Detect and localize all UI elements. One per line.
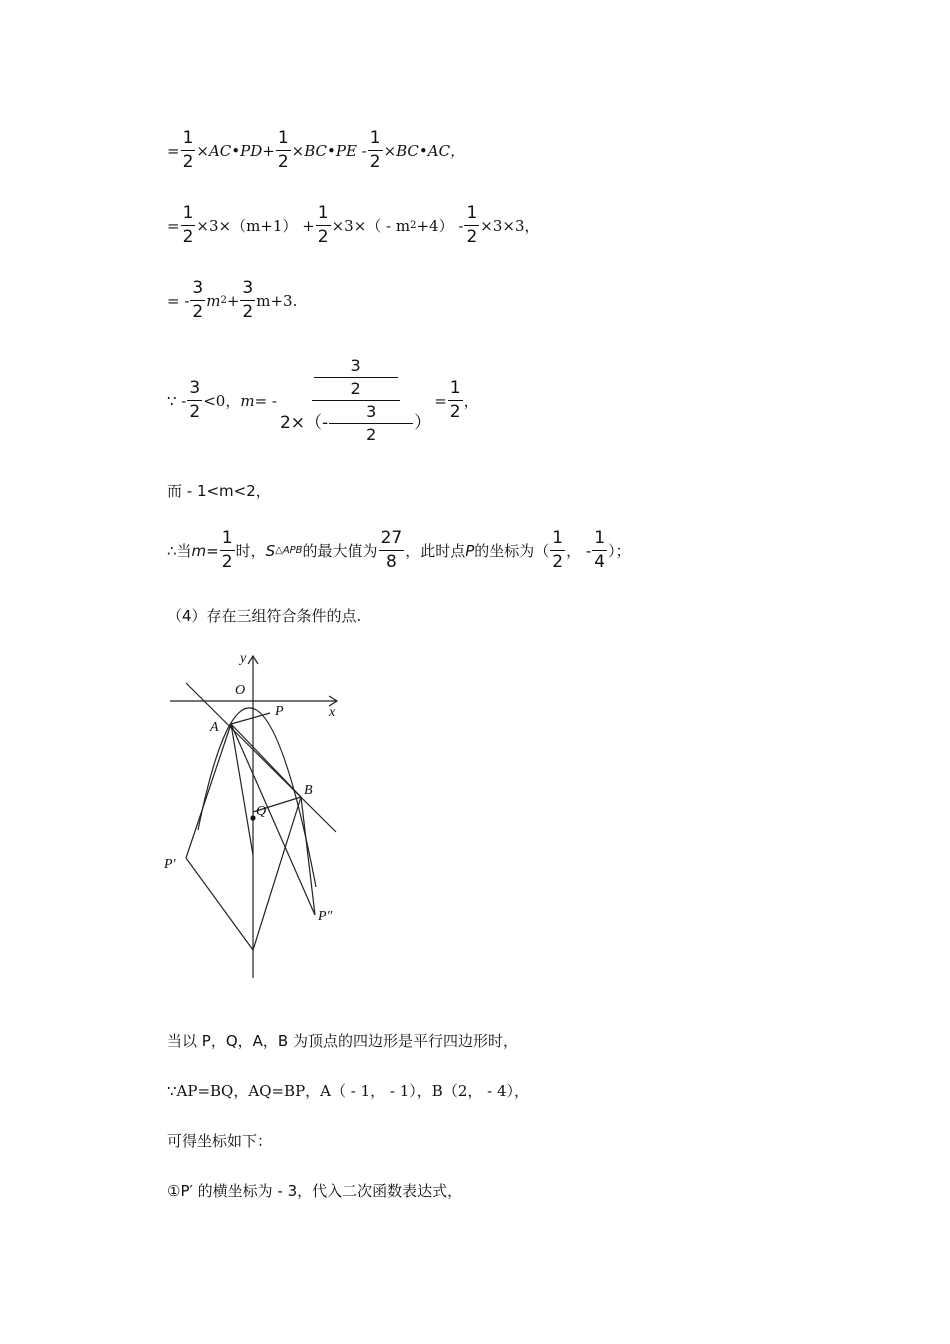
label-a: A	[210, 720, 219, 735]
because-symbol: ∵ -	[167, 391, 187, 410]
part4-text: （4）存在三组符合条件的点.	[167, 607, 362, 625]
exponent: 2	[410, 220, 417, 231]
area-symbol: S	[265, 541, 276, 560]
fraction-three-halves: $\frac{3}{2}$	[242, 278, 254, 322]
label-b: B	[304, 783, 313, 798]
plus-sign: +	[226, 291, 240, 310]
separator: ， -	[566, 542, 592, 560]
fraction-half: $\frac{1}{2}$	[221, 528, 233, 572]
fraction-half: $\frac{1}{2}$	[277, 128, 289, 172]
range-text: 而 - 1<m<2，	[167, 482, 271, 500]
term-3x3: ×3×3，	[480, 217, 540, 235]
comma: ，	[463, 392, 479, 410]
fraction-half: $\frac{1}{2}$	[552, 528, 564, 572]
coords-intro-line	[167, 1130, 272, 1151]
var-m: m	[206, 291, 221, 310]
term-plus-4: +4） -	[416, 217, 464, 235]
less-than-zero: <0，	[203, 392, 241, 410]
var-m: m	[191, 541, 207, 560]
term-bc-ac: ×BC•AC，	[383, 142, 466, 160]
label-y: y	[240, 651, 247, 666]
case1-line	[167, 1180, 462, 1201]
current-point-text: ，此时点	[405, 542, 466, 560]
fraction-27-8: $\frac{27}{8}$	[380, 528, 403, 572]
equal-sides-line	[167, 1080, 529, 1101]
fraction-half: $\frac{1}{2}$	[466, 203, 478, 247]
denominator-right: ）	[414, 413, 432, 433]
equals-sign: =	[206, 541, 219, 560]
closing: ）；	[608, 542, 631, 560]
coordinate-text: 的坐标为（	[474, 542, 550, 560]
equals-minus: = -	[167, 291, 190, 310]
label-o: O	[235, 683, 246, 698]
fraction-half: $\frac{1}{2}$	[449, 378, 461, 422]
fraction-half: $\frac{1}{2}$	[182, 128, 194, 172]
fraction-half: $\frac{1}{2}$	[317, 203, 329, 247]
term-m-plus-1: ×3×（m+1） +	[196, 217, 315, 235]
fraction-three-halves: $\frac{3}{2}$	[192, 278, 204, 322]
term-m-plus-3: m+3.	[256, 291, 298, 310]
label-x: x	[329, 705, 336, 720]
vertex-fraction: $\frac{3}{2}$ 2×（- $\frac{3}{2}$ ）	[279, 356, 432, 444]
label-p: P	[275, 704, 284, 719]
case1-text: ①P′ 的横坐标为 - 3，代入二次函数表达式，	[167, 1182, 463, 1200]
equal-sides-text: ∵AP=BQ，AQ=BP，A（ - 1， - 1），B（2， - 4），	[167, 1082, 530, 1100]
coords-intro-text: 可得坐标如下：	[167, 1132, 273, 1150]
denominator-left: 2×（-	[279, 413, 329, 433]
therefore-text: ∴当	[167, 542, 192, 560]
label-p-prime: P′	[164, 857, 176, 872]
equals-sign: =	[167, 141, 180, 160]
exponent: 2	[220, 295, 227, 306]
point-p: P	[465, 541, 475, 560]
parallelogram-line	[167, 1030, 518, 1051]
fraction-quarter: $\frac{1}{4}$	[594, 528, 606, 572]
parallelogram-text: 当以 P，Q，A，B 为顶点的四边形是平行四边形时，	[167, 1032, 518, 1050]
term-bc-pe: ×BC•PE -	[291, 141, 367, 160]
label-p-double-prime: P″	[318, 909, 333, 924]
equals-sign: =	[434, 391, 447, 410]
term-neg-m: ×3×（ - m	[331, 217, 411, 235]
term-ac-pd: ×AC•PD+	[196, 141, 275, 160]
point-q-dot	[250, 815, 255, 820]
fraction-half: $\frac{1}{2}$	[369, 128, 381, 172]
fraction-half: $\frac{1}{2}$	[182, 203, 194, 247]
fraction-three-halves: $\frac{3}{2}$	[189, 378, 201, 422]
area-subscript: △APB	[275, 545, 303, 556]
label-q: Q	[256, 804, 267, 819]
when-text: 时，	[235, 542, 266, 560]
m-equals: m= -	[240, 391, 277, 410]
max-text: 的最大值为	[302, 542, 378, 560]
equals-sign: =	[167, 216, 180, 235]
